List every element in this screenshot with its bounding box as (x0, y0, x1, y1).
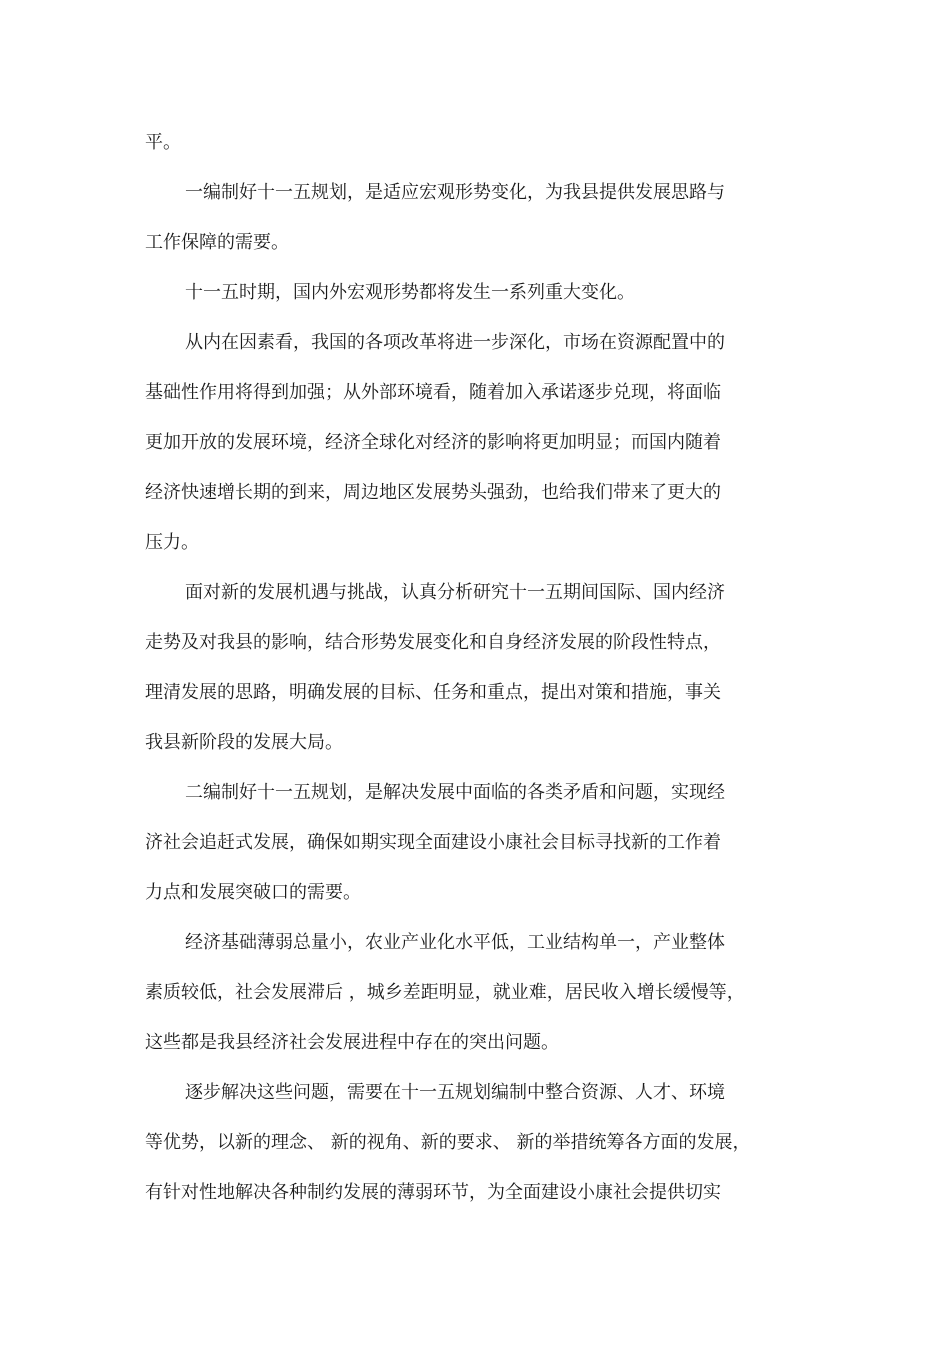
text-line: 经济快速增长期的到来，周边地区发展势头强劲，也给我们带来了更大的 (145, 482, 721, 503)
text-line: 有针对性地解决各种制约发展的薄弱环节，为全面建设小康社会提供切实 (145, 1182, 721, 1203)
text-line: 面对新的发展机遇与挑战，认真分析研究十一五期间国际、国内经济 (185, 582, 725, 603)
text-line: 这些都是我县经济社会发展进程中存在的突出问题。 (145, 1032, 559, 1053)
text-line: 基础性作用将得到加强；从外部环境看，随着加入承诺逐步兑现，将面临 (145, 382, 721, 403)
text-line: 更加开放的发展环境，经济全球化对经济的影响将更加明显；而国内随着 (145, 432, 721, 453)
text-line: 平。 (145, 132, 181, 153)
text-line: 从内在因素看，我国的各项改革将进一步深化，市场在资源配置中的 (185, 332, 725, 353)
text-line: 素质较低，社会发展滞后 ，城乡差距明显，就业难，居民收入增长缓慢等， (145, 982, 745, 1003)
text-line: 一编制好十一五规划，是适应宏观形势变化，为我县提供发展思路与 (185, 182, 725, 203)
text-line: 等优势，以新的理念、 新的视角、新的要求、 新的举措统筹各方面的发展， (145, 1132, 751, 1153)
text-line: 经济基础薄弱总量小，农业产业化水平低，工业结构单一，产业整体 (185, 932, 725, 953)
text-line: 二编制好十一五规划，是解决发展中面临的各类矛盾和问题，实现经 (185, 782, 725, 803)
text-line: 压力。 (145, 532, 199, 553)
text-line: 十一五时期，国内外宏观形势都将发生一系列重大变化。 (185, 282, 635, 303)
text-line: 走势及对我县的影响，结合形势发展变化和自身经济发展的阶段性特点， (145, 632, 721, 653)
text-line: 济社会追赶式发展，确保如期实现全面建设小康社会目标寻找新的工作着 (145, 832, 721, 853)
text-line: 理清发展的思路，明确发展的目标、任务和重点，提出对策和措施，事关 (145, 682, 721, 703)
text-line: 逐步解决这些问题，需要在十一五规划编制中整合资源、人才、环境 (185, 1082, 725, 1103)
text-line: 我县新阶段的发展大局。 (145, 732, 343, 753)
text-line: 工作保障的需要。 (145, 232, 289, 253)
text-line: 力点和发展突破口的需要。 (145, 882, 361, 903)
